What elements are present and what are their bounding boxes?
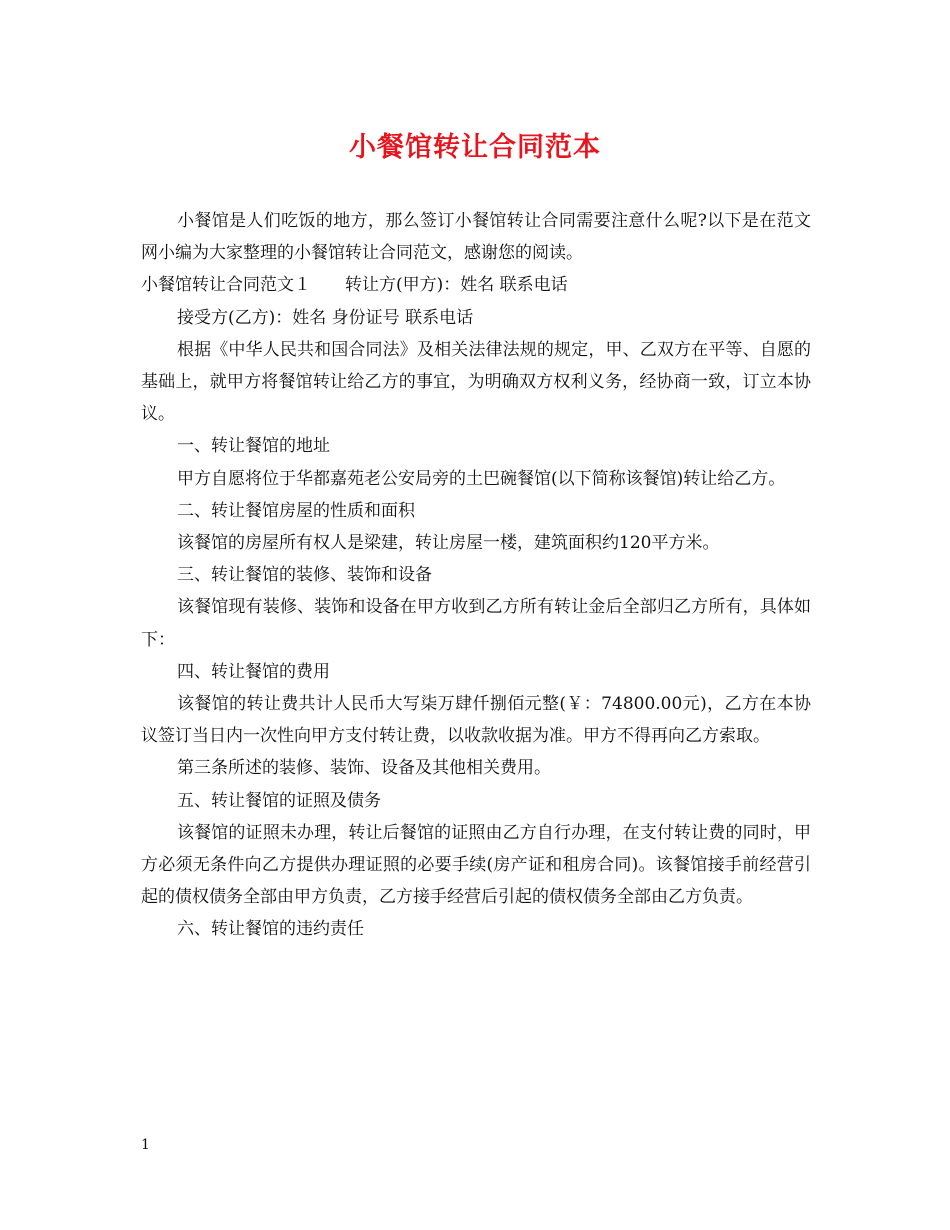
page-number: 1 <box>141 1137 150 1153</box>
paragraph-preamble: 根据《中华人民共和国合同法》及相关法律法规的规定，甲、乙双方在平等、自愿的基础上，就甲方将餐馆转让给乙方的事宜，为明确双方权利义务，经协商一致，订立本协议。 <box>141 339 811 425</box>
document-body <box>141 205 811 946</box>
document-title: 小餐馆转让合同范本 <box>349 132 601 163</box>
section-heading-2: 二、转让餐馆房屋的性质和面积 <box>177 500 415 521</box>
section-heading-1: 一、转让餐馆的地址 <box>177 436 330 457</box>
paragraph-section-4-extra: 第三条所述的装修、装饰、设备及其他相关费用。 <box>177 758 551 779</box>
section-heading-4: 四、转让餐馆的费用 <box>177 661 330 682</box>
paragraph-section-1: 甲方自愿将位于华都嘉苑老公安局旁的土巴碗餐馆(以下简称该餐馆)转让给乙方。 <box>177 468 786 489</box>
paragraph-intro: 小餐馆是人们吃饭的地方，那么签订小餐馆转让合同需要注意什么呢?以下是在范文网小编为大家整理的小餐馆转让合同范文，感谢您的阅读。 <box>141 211 811 264</box>
paragraph-section-3: 该餐馆现有装修、装饰和设备在甲方收到乙方所有转让金后全部归乙方所有，具体如下： <box>141 597 811 650</box>
paragraph-section-5: 该餐馆的证照未办理，转让后餐馆的证照由乙方自行办理，在支付转让费的同时，甲方必须无条件向乙方提供办理证照的必要手续(房产证和租房合同)。该餐馆接手前经营引起的债权债务全部由甲方负责，乙方接手经营后引起的债权债务全部由乙方负责。 <box>141 822 811 908</box>
section-heading-6: 六、转让餐馆的违约责任 <box>177 919 364 940</box>
paragraph-party-b: 接受方(乙方)：姓名 身份证号 联系电话 <box>177 307 474 328</box>
paragraph-section-4: 该餐馆的转让费共计人民币大写柒万肆仟捌佰元整(￥：74800.00元)，乙方在本协议签订当日内一次性向甲方支付转让费，以收款收据为准。甲方不得再向乙方索取。 <box>141 694 811 747</box>
section-heading-3: 三、转让餐馆的装修、装饰和设备 <box>177 565 432 586</box>
section-heading-5: 五、转让餐馆的证照及债务 <box>177 790 381 811</box>
paragraph-section-2: 该餐馆的房屋所有权人是梁建，转让房屋一楼，建筑面积约120平方米。 <box>177 533 720 554</box>
paragraph-party-a: 小餐馆转让合同范文１ 转让方(甲方)：姓名 联系电话 <box>141 275 568 296</box>
